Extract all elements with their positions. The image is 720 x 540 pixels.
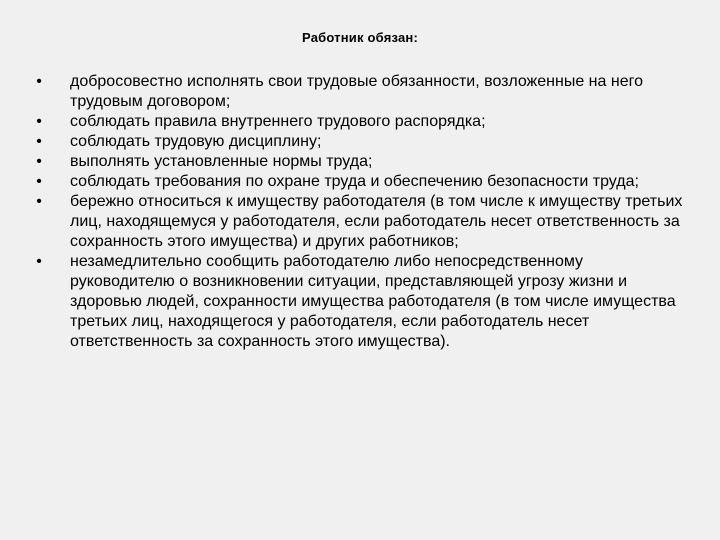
- list-item-text: добросовестно исполнять свои трудовые обязанности, возложенные на него трудовым договором;: [70, 73, 643, 110]
- bullet-icon: •: [36, 73, 42, 90]
- list-item: [32, 112, 692, 132]
- list-item: [32, 72, 692, 112]
- list-item: [32, 192, 692, 252]
- list-item: [32, 172, 692, 192]
- bullet-icon: •: [36, 153, 42, 170]
- list-item: [32, 152, 692, 172]
- list-item-text: соблюдать правила внутреннего трудового распорядка;: [70, 113, 486, 130]
- list-item-text: соблюдать требования по охране труда и обеспечению безопасности труда;: [70, 173, 639, 190]
- bullet-icon: •: [36, 193, 42, 210]
- bullet-icon: •: [36, 133, 42, 150]
- list-item-text: незамедлительно сообщить работодателю либо непосредственному руководителю о возникновении ситуации, представляющей угрозу жизни и здоровью людей, сохранности имущества работодателя (в том числе имущества третьих лиц, находящегося у работодателя, если работодатель несет ответственность за сохранность этого имущества).: [70, 253, 676, 350]
- list-item-text: бережно относиться к имуществу работодателя (в том числе к имуществу третьих лиц, находящемуся у работодателя, если работодатель несет ответственность за сохранность этого имущества) и других работников;: [70, 193, 683, 250]
- bullet-icon: •: [36, 253, 42, 270]
- list-item-text: соблюдать трудовую дисциплину;: [70, 133, 322, 150]
- list-item: [32, 252, 692, 352]
- list-item-text: выполнять установленные нормы труда;: [70, 153, 373, 170]
- list-item: [32, 132, 692, 152]
- bullet-icon: •: [36, 173, 42, 190]
- slide-title: Работник обязан:: [302, 30, 418, 45]
- bullet-icon: •: [36, 113, 42, 130]
- duties-list: [32, 72, 692, 352]
